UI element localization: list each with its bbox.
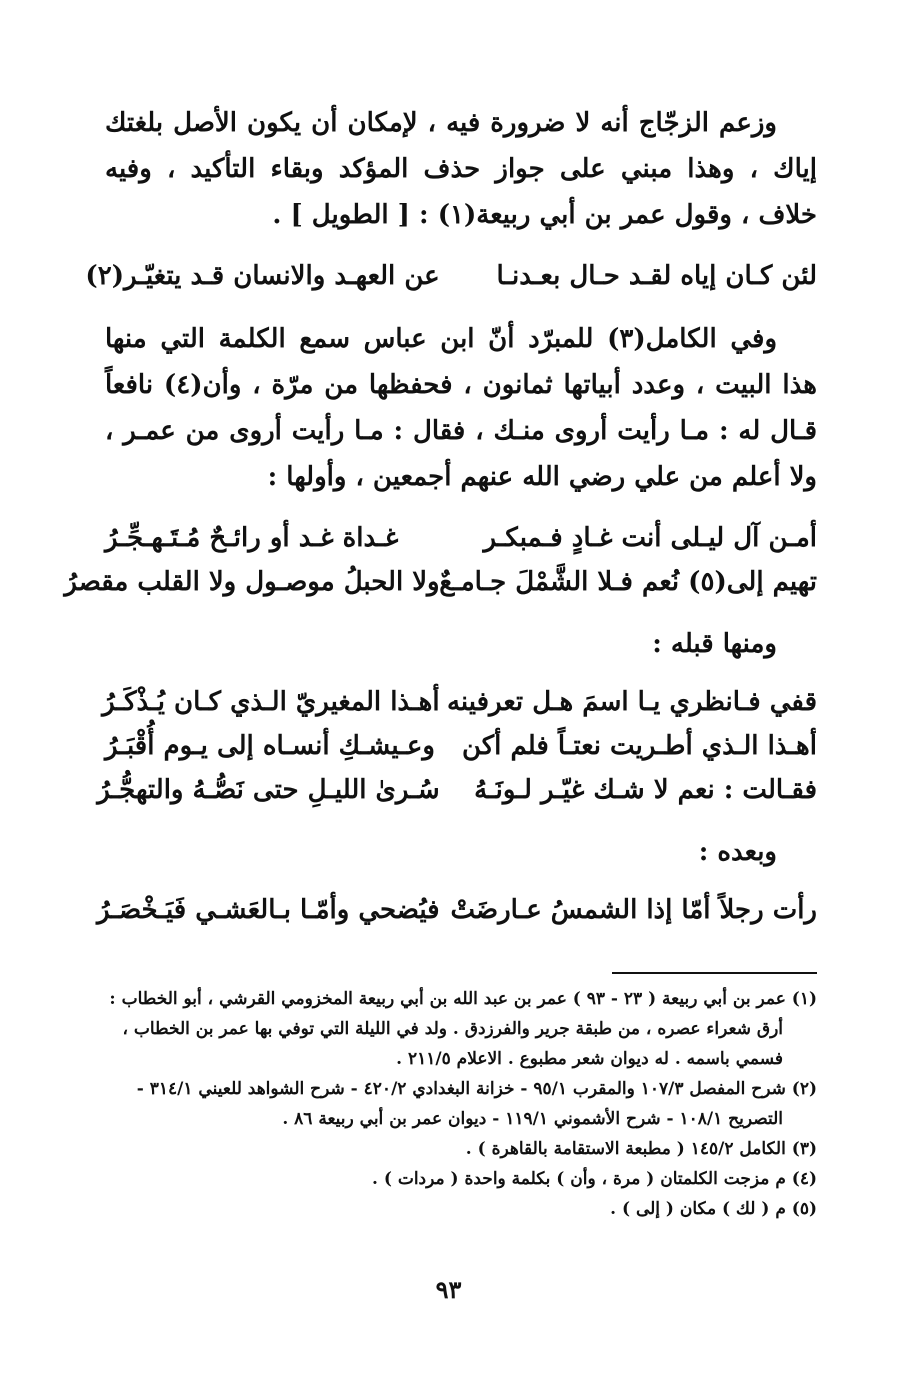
verse-first-hemistich: أهـذا الـذي أطـريت نعتـاً فلم أكن: [462, 731, 817, 761]
verse-line: [105, 516, 817, 560]
verse-second-hemistich: غـداة غـد أو رائـحٌ مُـتَـهـجِّـرُ: [105, 523, 399, 553]
footnote-3: (٣) الكامل ١٤٥/٢ ( مطبعة الاستقامة بالقاهرة ) .: [465, 1139, 817, 1159]
verse-line: [85, 254, 817, 298]
verse-block-3: [97, 680, 817, 812]
heading-after: وبعده :: [698, 837, 777, 867]
verse-line: [102, 680, 817, 724]
verse-first-hemistich: قفي فـانظري يـا اسمَ هـل تعرفينه: [446, 687, 817, 717]
verse-block-2: [64, 516, 817, 604]
verse-second-hemistich: أهـذا المغيريّ الـذي كـان يُـذْكَـرُ: [102, 687, 440, 717]
verse-first-hemistich: فقـالت : نعم لا شـك غيّـر لـونَـهُ: [474, 775, 817, 805]
verse-line: [105, 724, 817, 768]
verse-line: [64, 560, 817, 604]
heading-before: ومنها قبله :: [652, 629, 777, 659]
footnote-2: (٢) شرح المفصل ١٠٧/٣ والمقرب ٩٥/١ - خزانة البغدادي ٤٢٠/٢ - شرح الشواهد للعيني ٣١٤/١ - التصريح ١٠٨/١ - شرح الأشموني ١١٩/١ - ديوان عمر بن أبي ربيعة ٨٦ .: [136, 1079, 817, 1129]
verse-second-hemistich: فيُضحي وأمّـا بـالعَشـي فَيَـخْصَـرُ: [97, 895, 440, 925]
verse-block-1: [85, 254, 817, 298]
verse-line: [97, 888, 817, 932]
paragraph-1: وزعم الزجّاج أنه لا ضرورة فيه ، لإمكان أن يكون الأصل بلغتك إياك ، وهذا مبني على جواز حذف المؤكد وبقاء التأكيد ، وفيه خلاف ، وقول عمر بن أبي ربيعة(١) : [ الطويل ] .: [105, 108, 817, 230]
verse-second-hemistich: عن العهـد والانسان قـد يتغيّـر(٢): [85, 261, 440, 291]
paragraph-2: وفي الكامل(٣) للمبرّد أنّ ابن عباس سمع الكلمة التي منها هذا البيت ، وعدد أبياتها ثمانون ، فحفظها من مرّة ، وأن(٤) نافعاً قـال له : مـا رأيت أروى منـك ، فقال : مـا رأيت أروى من عمـر ، ولا أعلم من علي رضي الله عنهم أجمعين ، وأولها :: [105, 324, 817, 492]
page-number: ٩٣: [435, 1275, 462, 1304]
footnote-1: (١) عمر بن أبي ربيعة ( ٢٣ - ٩٣ ) عمر بن عبد الله بن أبي ربيعة المخزومي القرشي ، أبو الخطاب : أرق شعراء عصره ، من طبقة جرير والفرزدق . ولد في الليلة التي توفي بها عمر بن الخطاب ، فسمي باسمه . له ديوان شعر مطبوع . الاعلام ٢١١/٥ .: [109, 989, 817, 1069]
verse-first-hemistich: أمـن آل ليـلى أنت غـادٍ فـمبكـر: [483, 523, 817, 553]
verse-block-4: [97, 888, 817, 932]
verse-first-hemistich: رأت رجلاً أمّا إذا الشمسُ عـارضَتْ: [450, 895, 817, 925]
verse-line: [97, 768, 817, 812]
footnote-5: (٥) م ( لك ) مكان ( إلى ) .: [610, 1199, 817, 1219]
verse-second-hemistich: سُـرىٰ الليـلِ حتى نَصُّـهُ والتهجُّـرُ: [97, 775, 440, 805]
verse-second-hemistich: ولا الحبلُ موصـول ولا القلب مقصرُ: [64, 567, 440, 597]
page-content: [64, 100, 817, 1346]
footnote-4: (٤) م مزجت الكلمتان ( مرة ، وأن ) بكلمة واحدة ( مردات ) .: [372, 1169, 817, 1189]
footnote-divider: [612, 972, 817, 974]
verse-first-hemistich: لئن كـان إياه لقـد حـال بعـدنـا: [496, 261, 817, 291]
footnotes: [105, 984, 817, 1224]
verse-second-hemistich: وعـيشـكِ أنسـاه إلى يـوم أُقْبَـرُ: [105, 731, 435, 761]
verse-first-hemistich: تهيم إلى(٥) نُعم فـلا الشَّمْلَ جـامـعٌ: [439, 567, 817, 597]
